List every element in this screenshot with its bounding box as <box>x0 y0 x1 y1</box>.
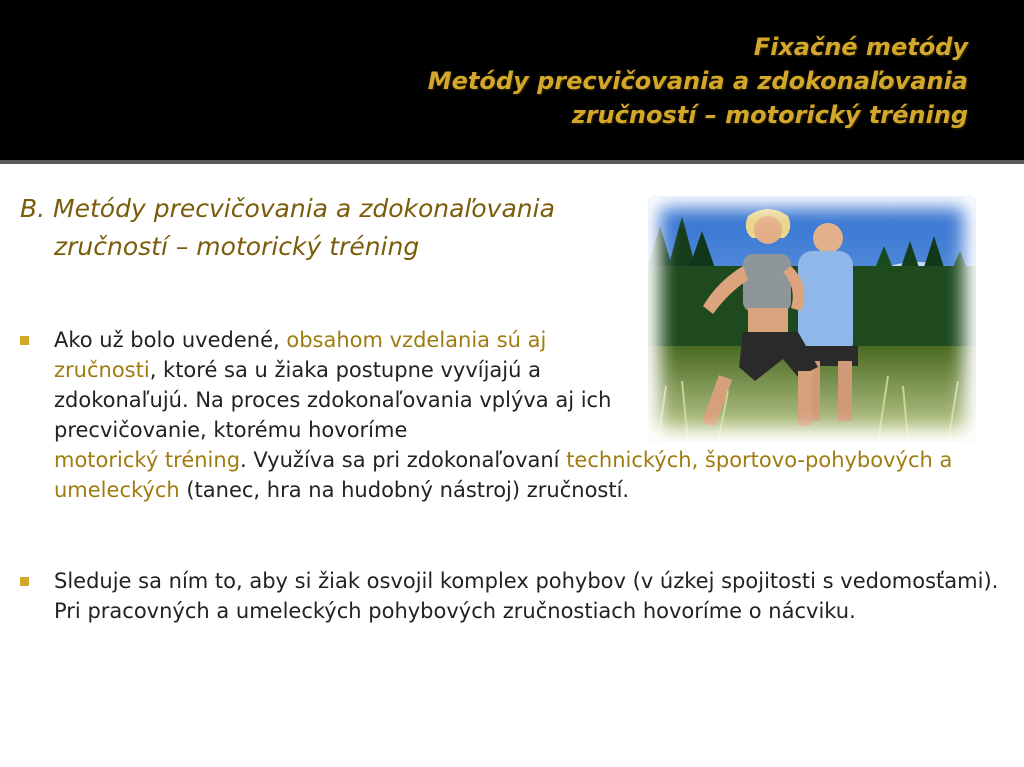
slide-title-line-2: Metódy precvičovania a zdokonaľovania <box>427 67 968 95</box>
bullet-1-part-2: , ktoré sa u žiaka postupne vyvíjajú a zdokonaľujú. Na proces zdokonaľovania vplýva aj ich precvičovanie, ktorému hovoríme <box>54 358 612 442</box>
bullet-1-part-3: . Využíva sa pri zdokonaľovaní <box>240 448 567 472</box>
bullet-1-highlight-3: technických, športovo-pohybových a umeleckých <box>54 448 953 502</box>
slide-title <box>428 30 968 132</box>
slide-title-line-3: zručností – motorický tréning <box>571 101 968 129</box>
bullet-item-1 <box>20 325 980 505</box>
title-divider <box>0 160 1024 164</box>
bullet-marker-icon <box>20 577 29 586</box>
bullet-item-2 <box>20 566 1010 626</box>
section-subtitle: B. Metódy precvičovania a zdokonaľovania zručností – motorický tréning <box>20 194 555 261</box>
bullet-1-part-1: Ako už bolo uvedené, <box>54 328 287 352</box>
bullet-text-1 <box>54 325 980 505</box>
slide-title-line-1: Fixačné metódy <box>753 33 968 61</box>
bullet-1-highlight-1: obsahom vzdelania sú aj zručnosti <box>54 328 547 382</box>
bullet-1-highlight-2: motorický tréning <box>54 448 241 472</box>
bullet-text-1-wrap <box>54 325 614 445</box>
bullet-text-2: Sleduje sa ním to, aby si žiak osvojil komplex pohybov (v úzkej spojitosti s vedomosťami). Pri pracovných a umeleckých pohybových zručnostiach hovoríme o nácviku. <box>54 569 999 623</box>
bullet-1-part-4: (tanec, hra na hudobný nástroj) zručností. <box>179 478 630 502</box>
bullet-marker-icon <box>20 336 29 345</box>
